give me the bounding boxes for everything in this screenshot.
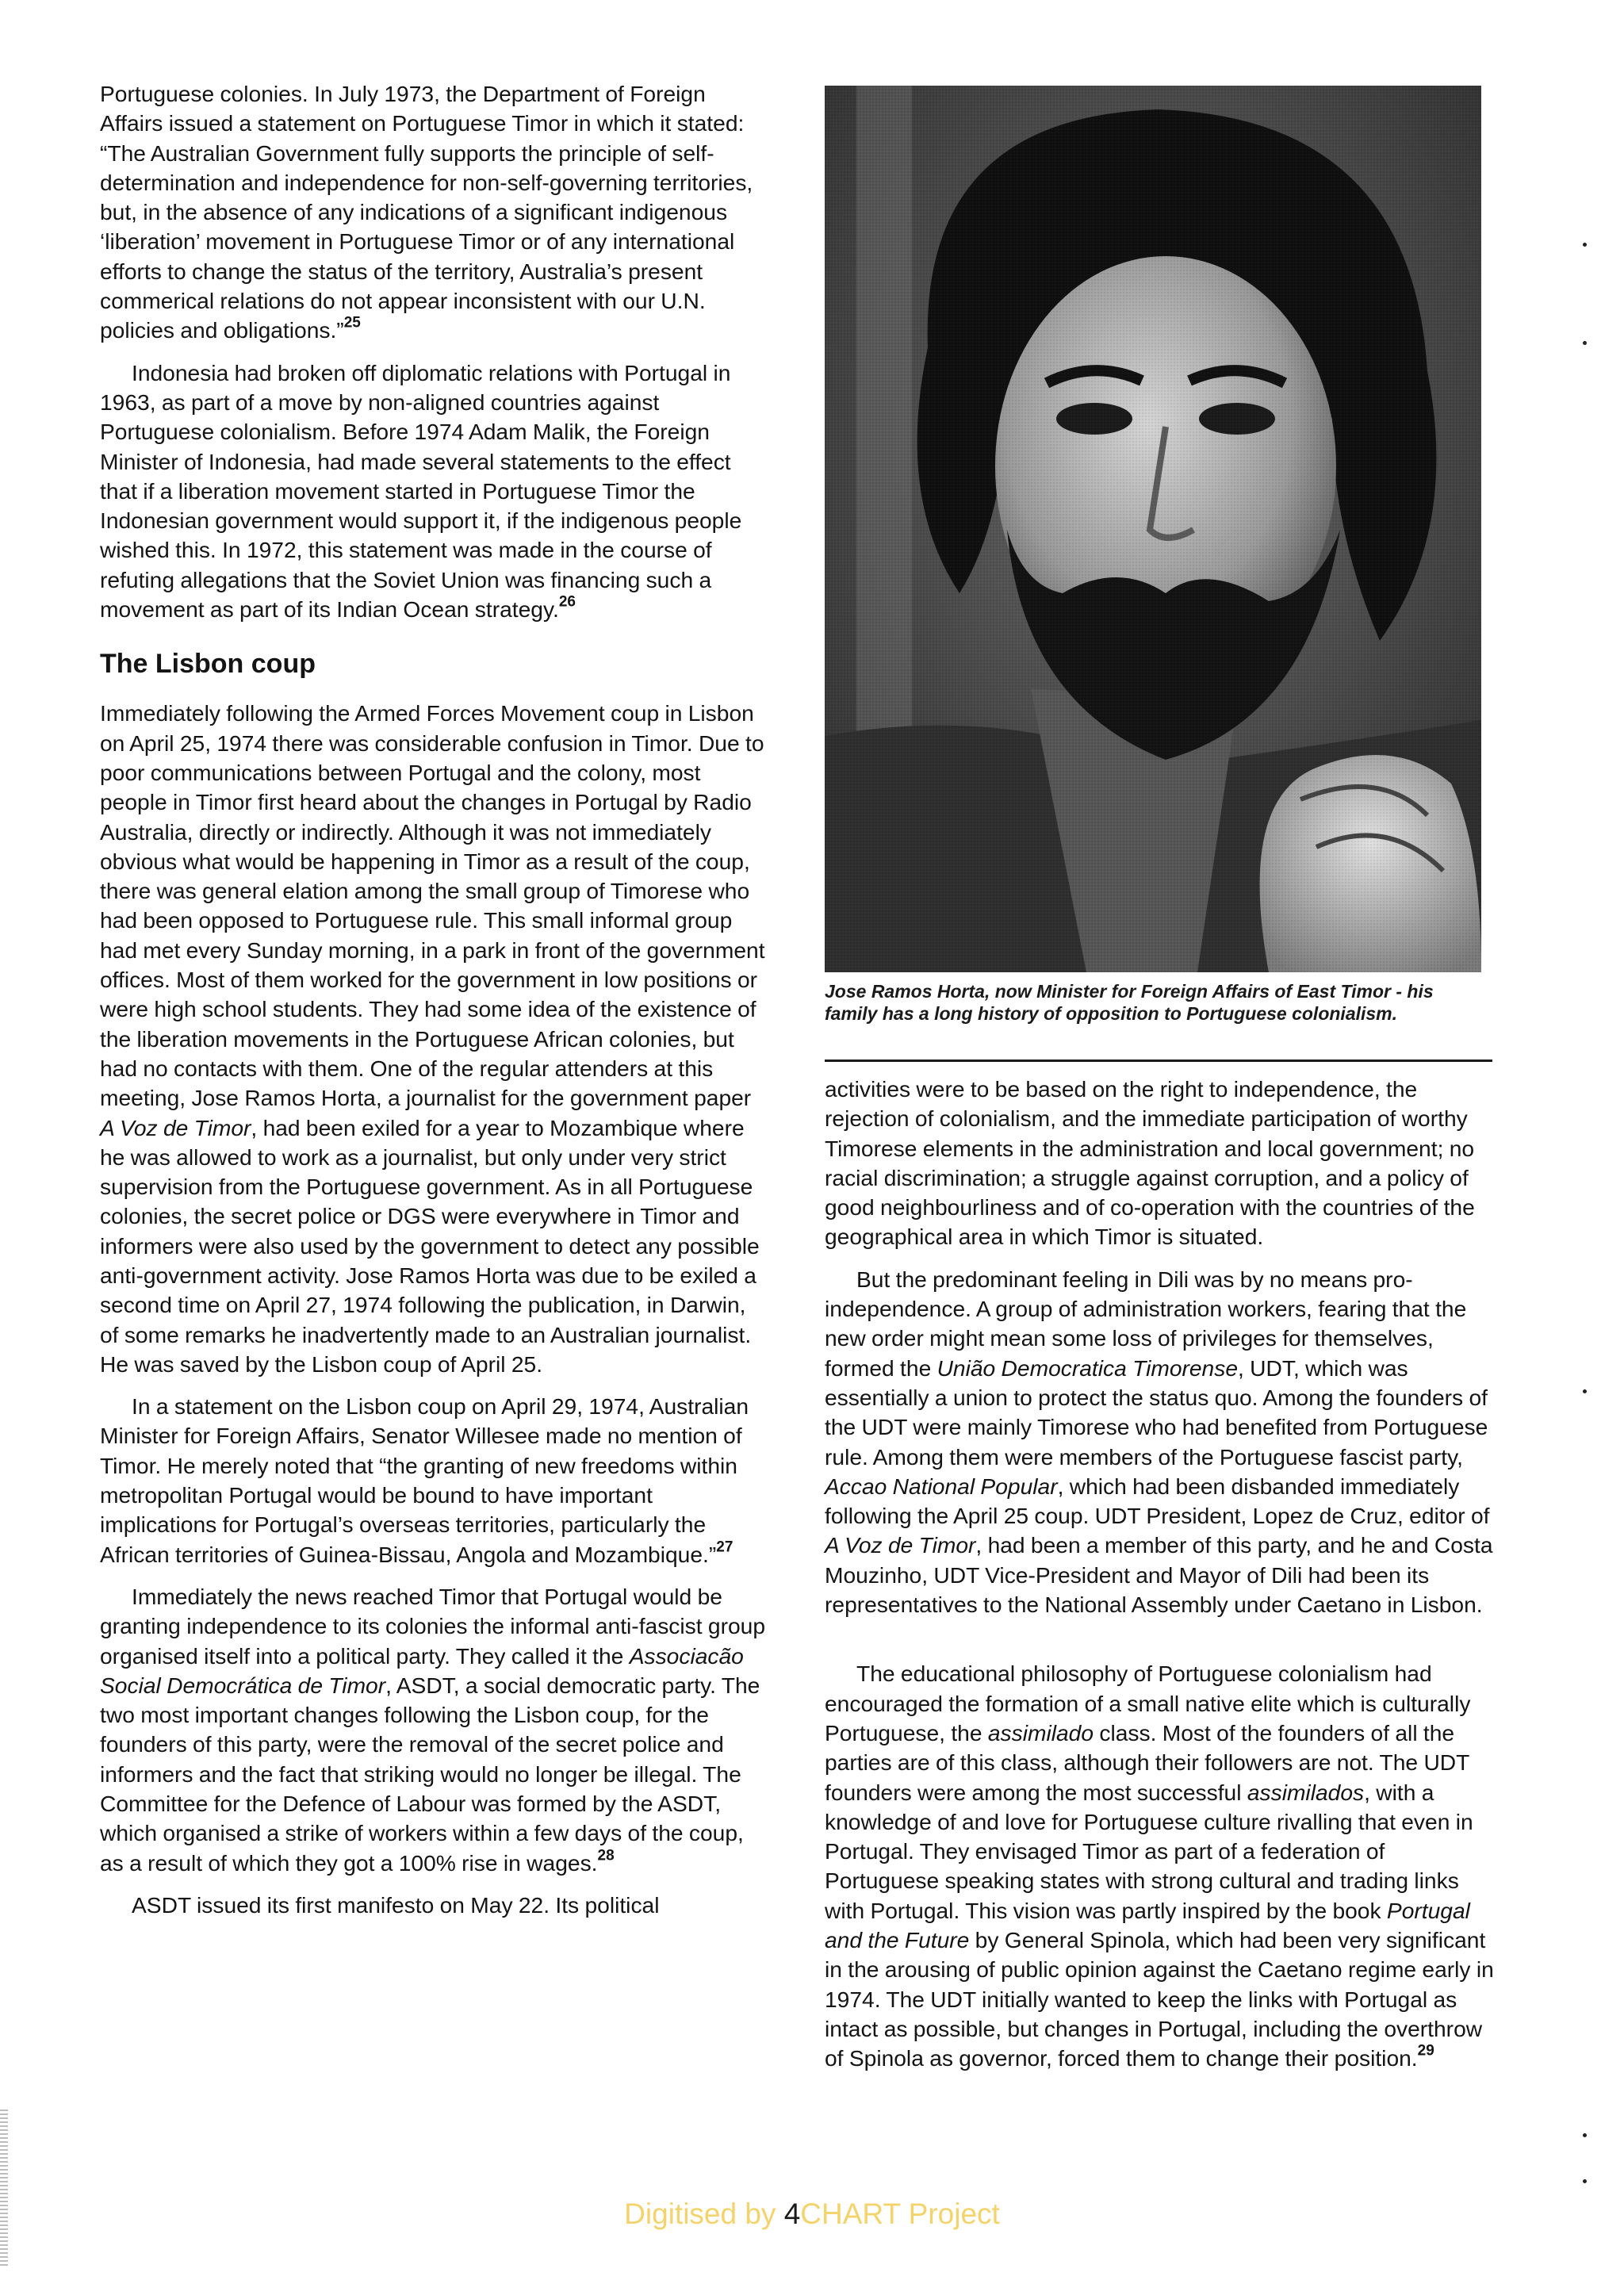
paragraph-text: In a statement on the Lisbon coup on April 29, 1974, Australian Minister for Foreign Affairs, Senator Willesee made no mention of Timor. He merely noted that “the granting of new freedoms within metropolitan Portugal would be bound to have important implications for Portugal’s overseas territories, particularly the African territories of Guinea-Bissau, Angola and Mozambique.” (100, 1393, 749, 1567)
caption-divider (825, 1060, 1492, 1062)
portrait-photo (825, 86, 1481, 972)
scan-speck (1583, 2133, 1587, 2137)
paragraph (100, 699, 766, 1379)
footnote-ref: 28 (597, 1847, 615, 1864)
paragraph-text: by General Spinola, which had been very significant in the arousing of public opinion against the Caetano regime early in 1974. The UDT initially wanted to keep the links with Portugal as intact as possible, but changes in Portugal, including the overthrow of Spinola as governor, forced them to change their position. (825, 1927, 1494, 2071)
paragraph-text: Portuguese colonies. In July 1973, the Department of Foreign Affairs issued a statement on Portuguese Timor in which it stated: “The Australian Government fully supports the principle of self-determination and independence for non-self-governing territories, but, in the absence of any indications of a significant indigenous ‘liberation’ movement in Portuguese Timor or of any international efforts to change the status of the territory, Australia’s present commerical relations do not appear inconsistent with our U.N. policies and obligations.” (100, 81, 753, 343)
term: assimilados (1247, 1779, 1365, 1805)
scan-edge (0, 2109, 8, 2268)
newspaper-title: A Voz de Timor (100, 1114, 251, 1140)
paragraph-text: activities were to be based on the right to independence, the rejection of colonialism, and the immediate participation of worthy Timorese elements in the administration and local government; no racial discrimination; a struggle against corruption, and a policy of good neighbourliness and of co-operation with the countries of the geographical area in which Timor is situated. (825, 1076, 1475, 1250)
paragraph (100, 79, 766, 346)
paragraph-text: ASDT issued its first manifesto on May 22. Its political (132, 1891, 660, 1918)
newspaper-title: A Voz de Timor (825, 1532, 976, 1558)
paragraph (100, 1891, 766, 1920)
paragraph-text: , with a knowledge of and love for Portuguese culture rivalling that even in Portugal. They envisaged Timor as part of a federation of Portuguese speaking states with strong cultural and trading links with Portugal. This vision was partly inspired by the book (825, 1779, 1473, 1923)
paragraph-text: Immediately the news reached Timor that Portugal would be granting independence to its colonies the informal anti-fascist group organised itself into a political party. They called it the (100, 1583, 765, 1669)
party-name: Associacão Social Democrática de Timor (100, 1642, 744, 1698)
paragraph-text: , UDT, which was essentially a union to protect the status quo. Among the founders of the UDT were mainly Timorese who had benefited from Portuguese rule. Among them were members of the Portuguese fascist party, (825, 1355, 1488, 1470)
scan-speck (1583, 2179, 1587, 2183)
page-number: 4 (783, 2198, 801, 2230)
paragraph-text: But the predominant feeling in Dili was by no means pro-independence. A group of administration workers, fearing that the new order might mean some loss of privileges for themselves, formed the (825, 1266, 1467, 1381)
paragraph-text: Indonesia had broken off diplomatic relations with Portugal in 1963, as part of a move by non-aligned countries against Portuguese colonialism. Before 1974 Adam Malik, the Foreign Minister of Indonesia, had made several statements to the effect that if a liberation movement started in Portuguese Timor the Indonesian government would support it, if the indigenous people wished this. In 1972, this statement was made in the course of refuting allegations that the Soviet Union was financing such a movement as part of its Indian Ocean strategy. (100, 359, 742, 623)
paragraph-text: , had been a member of this party, and he and Costa Mouzinho, UDT Vice-President and Mayor of Dili had been its representatives to the National Assembly under Caetano in Lisbon. (825, 1532, 1493, 1618)
paragraph-text: , which had been disbanded immediately following the April 25 coup. UDT President, Lopez de Cruz, editor of (825, 1473, 1490, 1529)
footnote-ref: 26 (558, 593, 576, 611)
book-title: Portugal and the Future (825, 1897, 1470, 1953)
scan-speck (1583, 341, 1587, 345)
portrait-illustration (825, 86, 1481, 972)
term: assimilado (987, 1719, 1094, 1745)
page-footer (0, 2197, 1624, 2232)
left-column (100, 79, 766, 1920)
footnote-ref: 27 (716, 1539, 733, 1556)
party-name: União Democratica Timorense (936, 1355, 1238, 1381)
paragraph (100, 358, 766, 625)
paragraph-text: class. Most of the founders of all the parties are of this class, although their followers are not. The UDT founders were among the most successful (825, 1719, 1469, 1805)
paragraph (100, 1582, 766, 1878)
photo-caption: Jose Ramos Horta, now Minister for Foreign Affairs of East Timor - his family has a long history of opposition to Portuguese colonialism. (825, 981, 1434, 1024)
paragraph-text: Immediately following the Armed Forces Movement coup in Lisbon on April 25, 1974 there was considerable confusion in Timor. Due to poor communications between Portugal and the colony, most people in Timor first heard about the changes in Portugal by Radio Australia, directly or indirectly. Although it was not immediately obvious what would be happening in Timor as a result of the coup, there was general elation among the small group of Timorese who had been opposed to Portuguese rule. This small informal group had met every Sunday morning, in a park in front of the government offices. Most of them worked for the government in low positions or were high school students. They had some idea of the existence of the liberation movements in the Portuguese African colonies, but had no contacts with them. One of the regular attenders at this meeting, Jose Ramos Horta, a journalist for the government paper (100, 700, 765, 1111)
watermark-text: Digitised by (624, 2198, 784, 2230)
right-column (825, 1075, 1495, 2074)
watermark-text: CHART Project (800, 2198, 1000, 2230)
paragraph (100, 1392, 766, 1569)
scan-speck (1583, 1389, 1587, 1393)
section-heading: The Lisbon coup (100, 649, 316, 680)
footnote-ref: 29 (1417, 2042, 1434, 2060)
scan-speck (1583, 243, 1587, 247)
party-name: Accao National Popular (825, 1473, 1058, 1499)
footnote-ref: 25 (343, 315, 361, 332)
paragraph (825, 1659, 1495, 2073)
paragraph (825, 1075, 1495, 1252)
paragraph-text: , ASDT, a social democratic party. The two most important changes following the Lisbon coup, for the founders of this party, were the removal of the secret police and informers and the fact that striking would no longer be illegal. The Committee for the Defence of Labour was formed by the ASDT, which organised a strike of workers within a few days of the coup, as a result of which they got a 100% rise in wages. (100, 1672, 760, 1876)
paragraph (825, 1265, 1495, 1620)
paragraph-text: , had been exiled for a year to Mozambique where he was allowed to work as a journalist, but only under very strict supervision from the Portuguese government. As in all Portuguese colonies, the secret police or DGS were everywhere in Timor and informers were also used by the government to detect any possible anti-government activity. Jose Ramos Horta was due to be exiled a second time on April 27, 1974 following the publication, in Darwin, of some remarks he inadvertently made to an Australian journalist. He was saved by the Lisbon coup of April 25. (100, 1114, 760, 1377)
paragraph-text: The educational philosophy of Portuguese colonialism had encouraged the formation of a small native elite which is culturally Portuguese, the (825, 1661, 1471, 1745)
